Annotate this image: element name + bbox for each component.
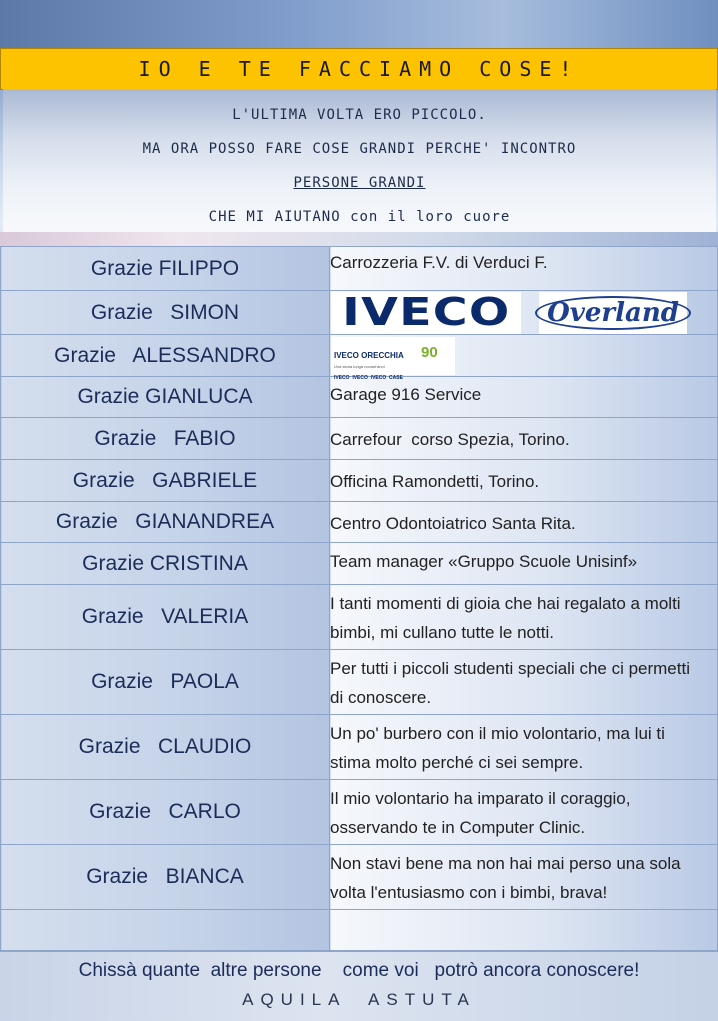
thanks-description <box>330 247 718 291</box>
orecchia-logo-brands: IVECO IVECO IVECO CASE <box>334 374 403 381</box>
table-row <box>1 460 718 502</box>
thanks-name: Grazie VALERIA <box>1 585 330 650</box>
iveco-logo <box>331 292 521 334</box>
description-text: Centro Odontoiatrico Santa Rita. <box>330 513 576 533</box>
thanks-name: Grazie ALESSANDRO <box>1 335 330 377</box>
description-text: Carrozzeria F.V. di Verduci F. <box>330 253 548 272</box>
thanks-name: Grazie CARLO <box>1 780 330 845</box>
thanks-description <box>330 502 718 543</box>
thanks-description <box>330 291 718 335</box>
intro-line-1: L'ULTIMA VOLTA ERO PICCOLO. <box>232 107 487 123</box>
table-row <box>1 247 718 291</box>
description-text: Team manager «Gruppo Scuole Unisinf» <box>330 552 638 571</box>
thanks-name: Grazie SIMON <box>1 291 330 335</box>
orecchia-logo-name: IVECO ORECCHIA <box>334 350 404 360</box>
description-text: Officina Ramondetti, Torino. <box>330 472 540 491</box>
thanks-description <box>330 715 718 780</box>
overland-logo-text: Overland <box>535 296 691 330</box>
table-row <box>1 650 718 715</box>
thanks-name: Grazie BIANCA <box>1 845 330 910</box>
thanks-description <box>330 543 718 585</box>
thanks-description <box>330 585 718 650</box>
thanks-name: Grazie FABIO <box>1 418 330 460</box>
sponsor-logos <box>331 292 717 334</box>
description-text: Un po' burbero con il mio volontario, ma lui ti stima molto perché ci sei sempre. <box>330 724 665 772</box>
description-text: Carrefour corso Spezia, Torino. <box>330 430 570 449</box>
thanks-name: Grazie CRISTINA <box>1 543 330 585</box>
thanks-description <box>330 650 718 715</box>
iveco-orecchia-logo <box>331 337 455 381</box>
footer-message: Chissà quante altre persone come voi potrò ancora conoscere! <box>78 960 640 981</box>
thanks-description <box>330 418 718 460</box>
description-text: Per tutti i piccoli studenti speciali che ci permetti di conoscere. <box>330 659 690 707</box>
thanks-table <box>0 246 718 951</box>
thanks-name: Grazie GABRIELE <box>1 460 330 502</box>
table-row <box>1 845 718 910</box>
empty-cell <box>330 910 718 951</box>
table-row <box>1 543 718 585</box>
table-row <box>1 715 718 780</box>
table-row <box>1 780 718 845</box>
thanks-description <box>330 780 718 845</box>
table-row <box>1 335 718 377</box>
thanks-description <box>330 335 718 381</box>
empty-cell <box>1 910 330 951</box>
intro-line-4: CHE MI AIUTANO con il loro cuore <box>208 209 511 225</box>
table-row <box>1 418 718 460</box>
title-bar <box>0 48 718 90</box>
intro-highlight: PERSONE GRANDI <box>293 175 426 191</box>
thanks-description <box>330 460 718 502</box>
thanks-name: Grazie FILIPPO <box>1 247 330 291</box>
iveco-logo-text: IVECO <box>341 290 511 334</box>
table-row <box>1 291 718 335</box>
footer-signature: AQUILA ASTUTA <box>242 990 476 1009</box>
orecchia-logo-anniversary: 90 <box>421 343 438 361</box>
table-row <box>1 502 718 543</box>
top-banner <box>0 0 718 48</box>
thanks-name: Grazie CLAUDIO <box>1 715 330 780</box>
table-row <box>1 585 718 650</box>
thanks-description <box>330 845 718 910</box>
footer <box>0 952 718 1021</box>
description-text: Il mio volontario ha imparato il coraggio, osservando te in Computer Clinic. <box>330 789 631 837</box>
description-text: Non stavi bene ma non hai mai perso una sola volta l'entusiasmo con i bimbi, brava! <box>330 854 681 902</box>
thanks-name: Grazie PAOLA <box>1 650 330 715</box>
thanks-name: Grazie GIANANDREA <box>1 502 330 543</box>
intro-box <box>3 89 716 232</box>
page-title: IO E TE FACCIAMO COSE! <box>138 57 580 81</box>
divider <box>0 232 718 246</box>
overland-logo <box>539 292 687 334</box>
table-row-empty <box>1 910 718 951</box>
description-text: Garage 916 Service <box>330 384 482 404</box>
orecchia-logo-tagline: Una storia lunga novant'anni <box>334 363 385 369</box>
intro-line-2: MA ORA POSSO FARE COSE GRANDI PERCHE' INCONTRO <box>142 141 577 157</box>
intro-line-3 <box>3 175 716 191</box>
thanks-name: Grazie GIANLUCA <box>1 377 330 418</box>
description-text: I tanti momenti di gioia che hai regalato a molti bimbi, mi cullano tutte le notti. <box>330 594 681 642</box>
